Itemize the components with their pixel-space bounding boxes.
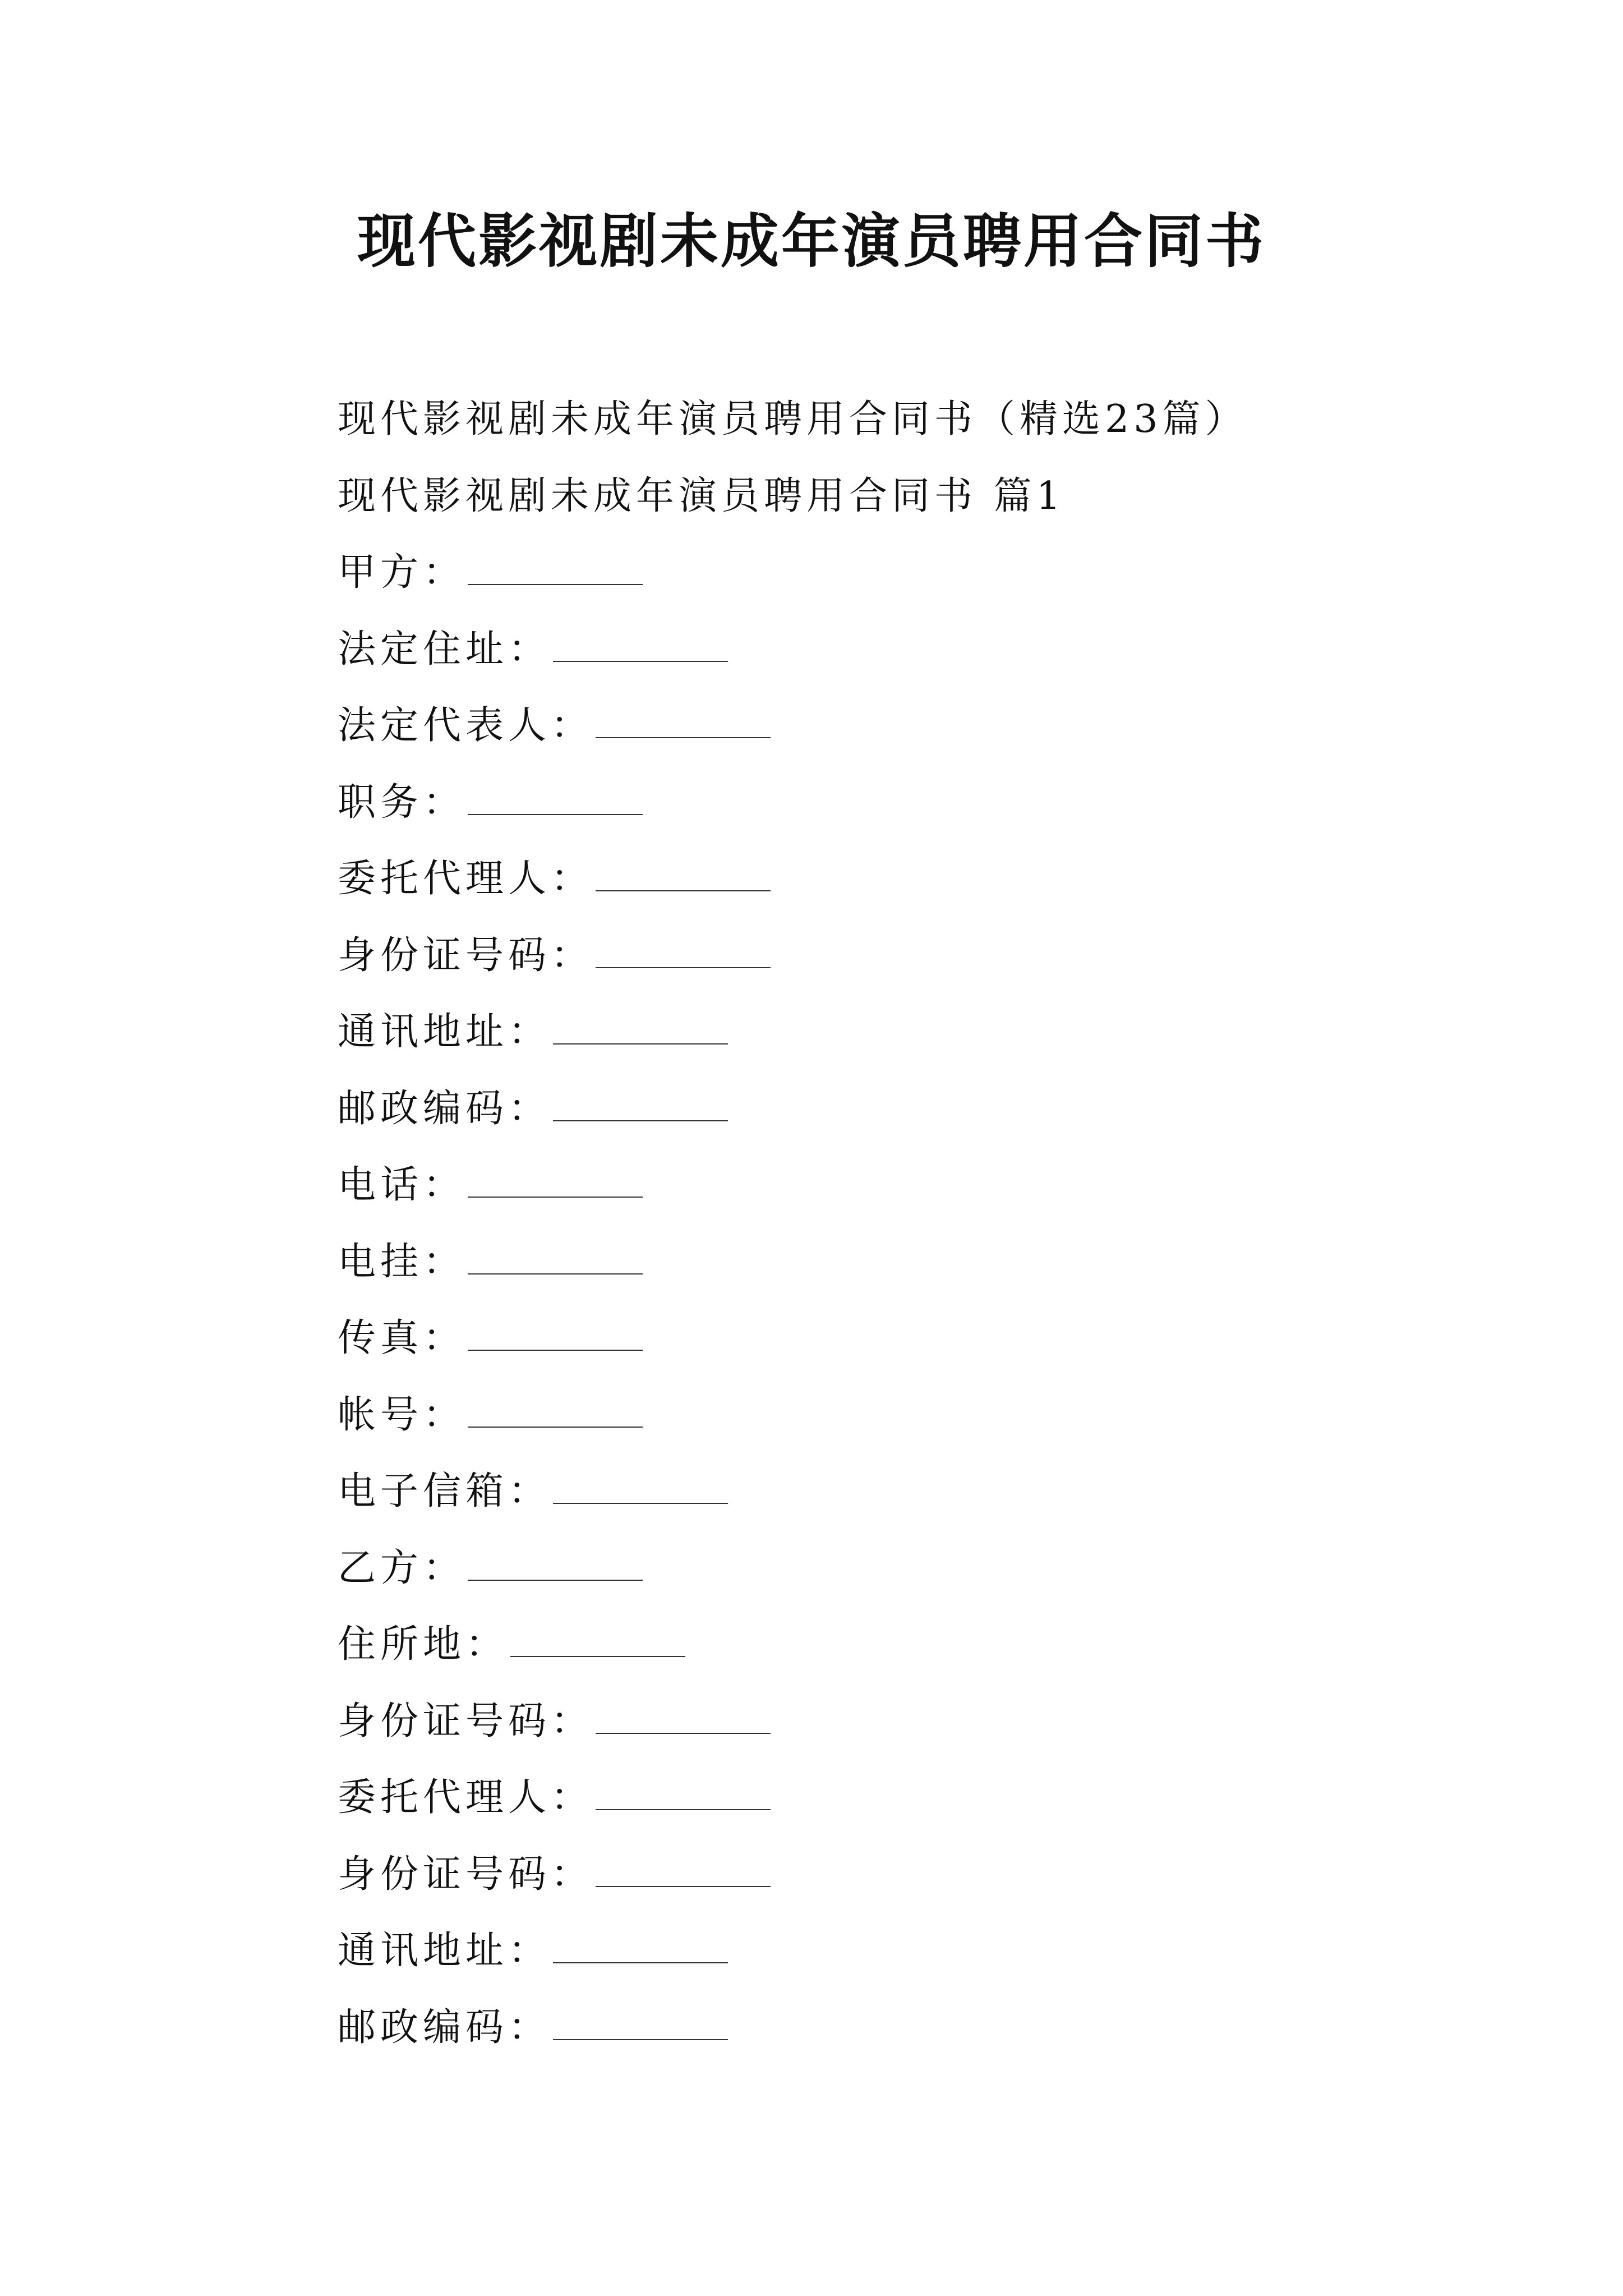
field-label: 帐号：	[338, 1392, 466, 1437]
fill-in-blank	[553, 1088, 728, 1121]
form-field	[338, 765, 1493, 841]
form-field	[338, 1837, 1493, 1913]
field-label: 甲方：	[338, 550, 466, 595]
field-label: 身份证号码：	[338, 1852, 594, 1897]
field-label: 法定住址：	[338, 627, 551, 671]
fill-in-blank	[553, 2007, 728, 2040]
document-subtitle: 现代影视剧未成年演员聘用合同书（精选23篇）	[338, 397, 1248, 441]
fill-in-blank	[468, 1317, 643, 1351]
fill-in-blank	[596, 705, 771, 738]
form-field	[338, 1147, 1493, 1224]
field-label: 委托代理人：	[338, 1775, 594, 1820]
fill-in-blank	[596, 858, 771, 891]
field-label: 身份证号码：	[338, 1699, 594, 1743]
form-field	[338, 1760, 1493, 1837]
field-label: 邮政编码：	[338, 2005, 551, 2050]
form-field	[338, 994, 1493, 1071]
form-field	[338, 1530, 1493, 1607]
field-label: 委托代理人：	[338, 857, 594, 901]
fill-in-blank	[596, 1700, 771, 1734]
fill-in-blank	[468, 781, 643, 815]
field-label: 住所地：	[338, 1622, 509, 1667]
field-label: 电挂：	[338, 1239, 466, 1284]
field-label: 身份证号码：	[338, 933, 594, 978]
field-label: 传真：	[338, 1316, 466, 1360]
form-field	[338, 611, 1493, 688]
form-field	[338, 1453, 1493, 1530]
fill-in-blank	[596, 1777, 771, 1810]
form-field	[338, 1607, 1493, 1683]
field-label: 邮政编码：	[338, 1086, 551, 1131]
fill-in-blank	[596, 935, 771, 968]
form-field	[338, 1224, 1493, 1301]
form-field	[338, 1913, 1493, 1990]
fill-in-blank	[468, 1241, 643, 1274]
field-label: 通讯地址：	[338, 1010, 551, 1054]
form-field	[338, 1300, 1493, 1377]
field-label: 电话：	[338, 1163, 466, 1207]
form-field	[338, 535, 1493, 611]
fill-in-blank	[510, 1623, 685, 1657]
form-field	[338, 1071, 1493, 1148]
fill-in-blank	[553, 1930, 728, 1963]
fill-in-blank	[553, 1011, 728, 1045]
field-label: 通讯地址：	[338, 1929, 551, 1973]
field-label: 法定代表人：	[338, 703, 594, 748]
field-label: 职务：	[338, 780, 466, 825]
field-label: 电子信箱：	[338, 1469, 551, 1513]
form-field	[338, 688, 1493, 765]
fill-in-blank	[468, 1394, 643, 1428]
fill-in-blank	[553, 1470, 728, 1504]
form-field	[338, 1683, 1493, 1760]
field-label: 乙方：	[338, 1545, 466, 1590]
form-field	[338, 1377, 1493, 1454]
fill-in-blank	[468, 1547, 643, 1581]
fill-in-blank	[468, 1164, 643, 1198]
section-heading: 现代影视剧未成年演员聘用合同书 篇1	[338, 473, 1065, 518]
fill-in-blank	[468, 551, 643, 585]
fill-in-blank	[596, 1853, 771, 1887]
form-field	[338, 918, 1493, 995]
form-field	[338, 1990, 1493, 2067]
form-field	[338, 841, 1493, 918]
fill-in-blank	[553, 628, 728, 662]
document-title: 现代影视剧未成年演员聘用合同书	[357, 206, 1266, 275]
document-body	[338, 381, 1493, 2066]
